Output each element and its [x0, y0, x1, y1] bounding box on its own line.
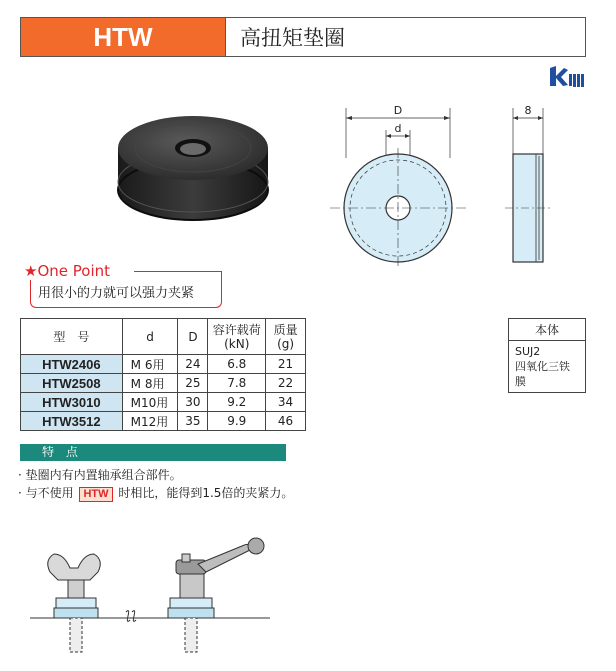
header-load-line1: 容许载荷	[212, 322, 261, 337]
dim-width-label: 8	[524, 104, 532, 117]
header-load	[208, 319, 266, 355]
material-header: 本体	[509, 319, 585, 341]
product-name: 高扭矩垫圈	[240, 26, 345, 50]
table-header-row	[21, 319, 306, 355]
header-d: d	[122, 319, 178, 355]
cell-model: HTW3010	[21, 393, 123, 412]
cell-model: HTW2406	[21, 355, 123, 374]
cell-load: 9.2	[208, 393, 266, 412]
title-bar	[20, 17, 586, 57]
front-view-drawing	[318, 98, 478, 268]
product-code: HTW	[21, 18, 226, 56]
cell-d: M 6用	[122, 355, 178, 374]
one-point-top-line	[134, 271, 222, 272]
cell-d: M 8用	[122, 374, 178, 393]
cell-mass: 46	[266, 412, 306, 431]
cell-D: 30	[178, 393, 208, 412]
feature-item-2-suffix: 时相比，能得到1.5倍的夹紧力。	[114, 486, 294, 500]
side-view-drawing	[495, 98, 555, 268]
material-values	[509, 341, 585, 392]
material-line2: 四氧化三铁膜	[515, 360, 570, 388]
cell-d: M12用	[122, 412, 178, 431]
cell-load: 9.9	[208, 412, 266, 431]
one-point-tag: ★One Point	[24, 262, 114, 280]
cell-d: M10用	[122, 393, 178, 412]
one-point-text: 用很小的力就可以强力夹紧	[38, 286, 195, 301]
table-row	[21, 355, 306, 374]
feature-item-2-prefix: · 与不使用	[18, 486, 78, 500]
material-box	[508, 318, 586, 393]
table-row	[21, 374, 306, 393]
cell-mass: 21	[266, 355, 306, 374]
feature-item-2	[18, 484, 293, 502]
cell-mass: 22	[266, 374, 306, 393]
cell-D: 25	[178, 374, 208, 393]
spec-table	[20, 318, 306, 431]
header-D: D	[178, 319, 208, 355]
features-title: 特 点	[20, 444, 286, 461]
cell-load: 6.8	[208, 355, 266, 374]
header-load-line2: (kN)	[224, 336, 250, 351]
feature-item-1: · 垫圈内有内置轴承组合部件。	[18, 468, 182, 482]
material-line1: SUJ2	[515, 345, 541, 358]
table-row	[21, 412, 306, 431]
dim-D-label: D	[393, 104, 403, 117]
washer-photo	[108, 100, 278, 230]
cell-model: HTW3512	[21, 412, 123, 431]
cell-D: 35	[178, 412, 208, 431]
cell-load: 7.8	[208, 374, 266, 393]
header-mass	[266, 319, 306, 355]
dim-d-label: d	[394, 122, 402, 135]
htw-badge: HTW	[79, 487, 112, 502]
cell-mass: 34	[266, 393, 306, 412]
cell-model: HTW2508	[21, 374, 123, 393]
usage-illustration	[30, 530, 280, 660]
header-model: 型 号	[21, 319, 123, 355]
table-row	[21, 393, 306, 412]
header-mass-line2: (g)	[277, 336, 295, 351]
kipp-logo-icon	[548, 64, 586, 88]
header-mass-line1: 质量	[273, 322, 298, 337]
cell-D: 24	[178, 355, 208, 374]
one-point-callout	[24, 262, 224, 308]
